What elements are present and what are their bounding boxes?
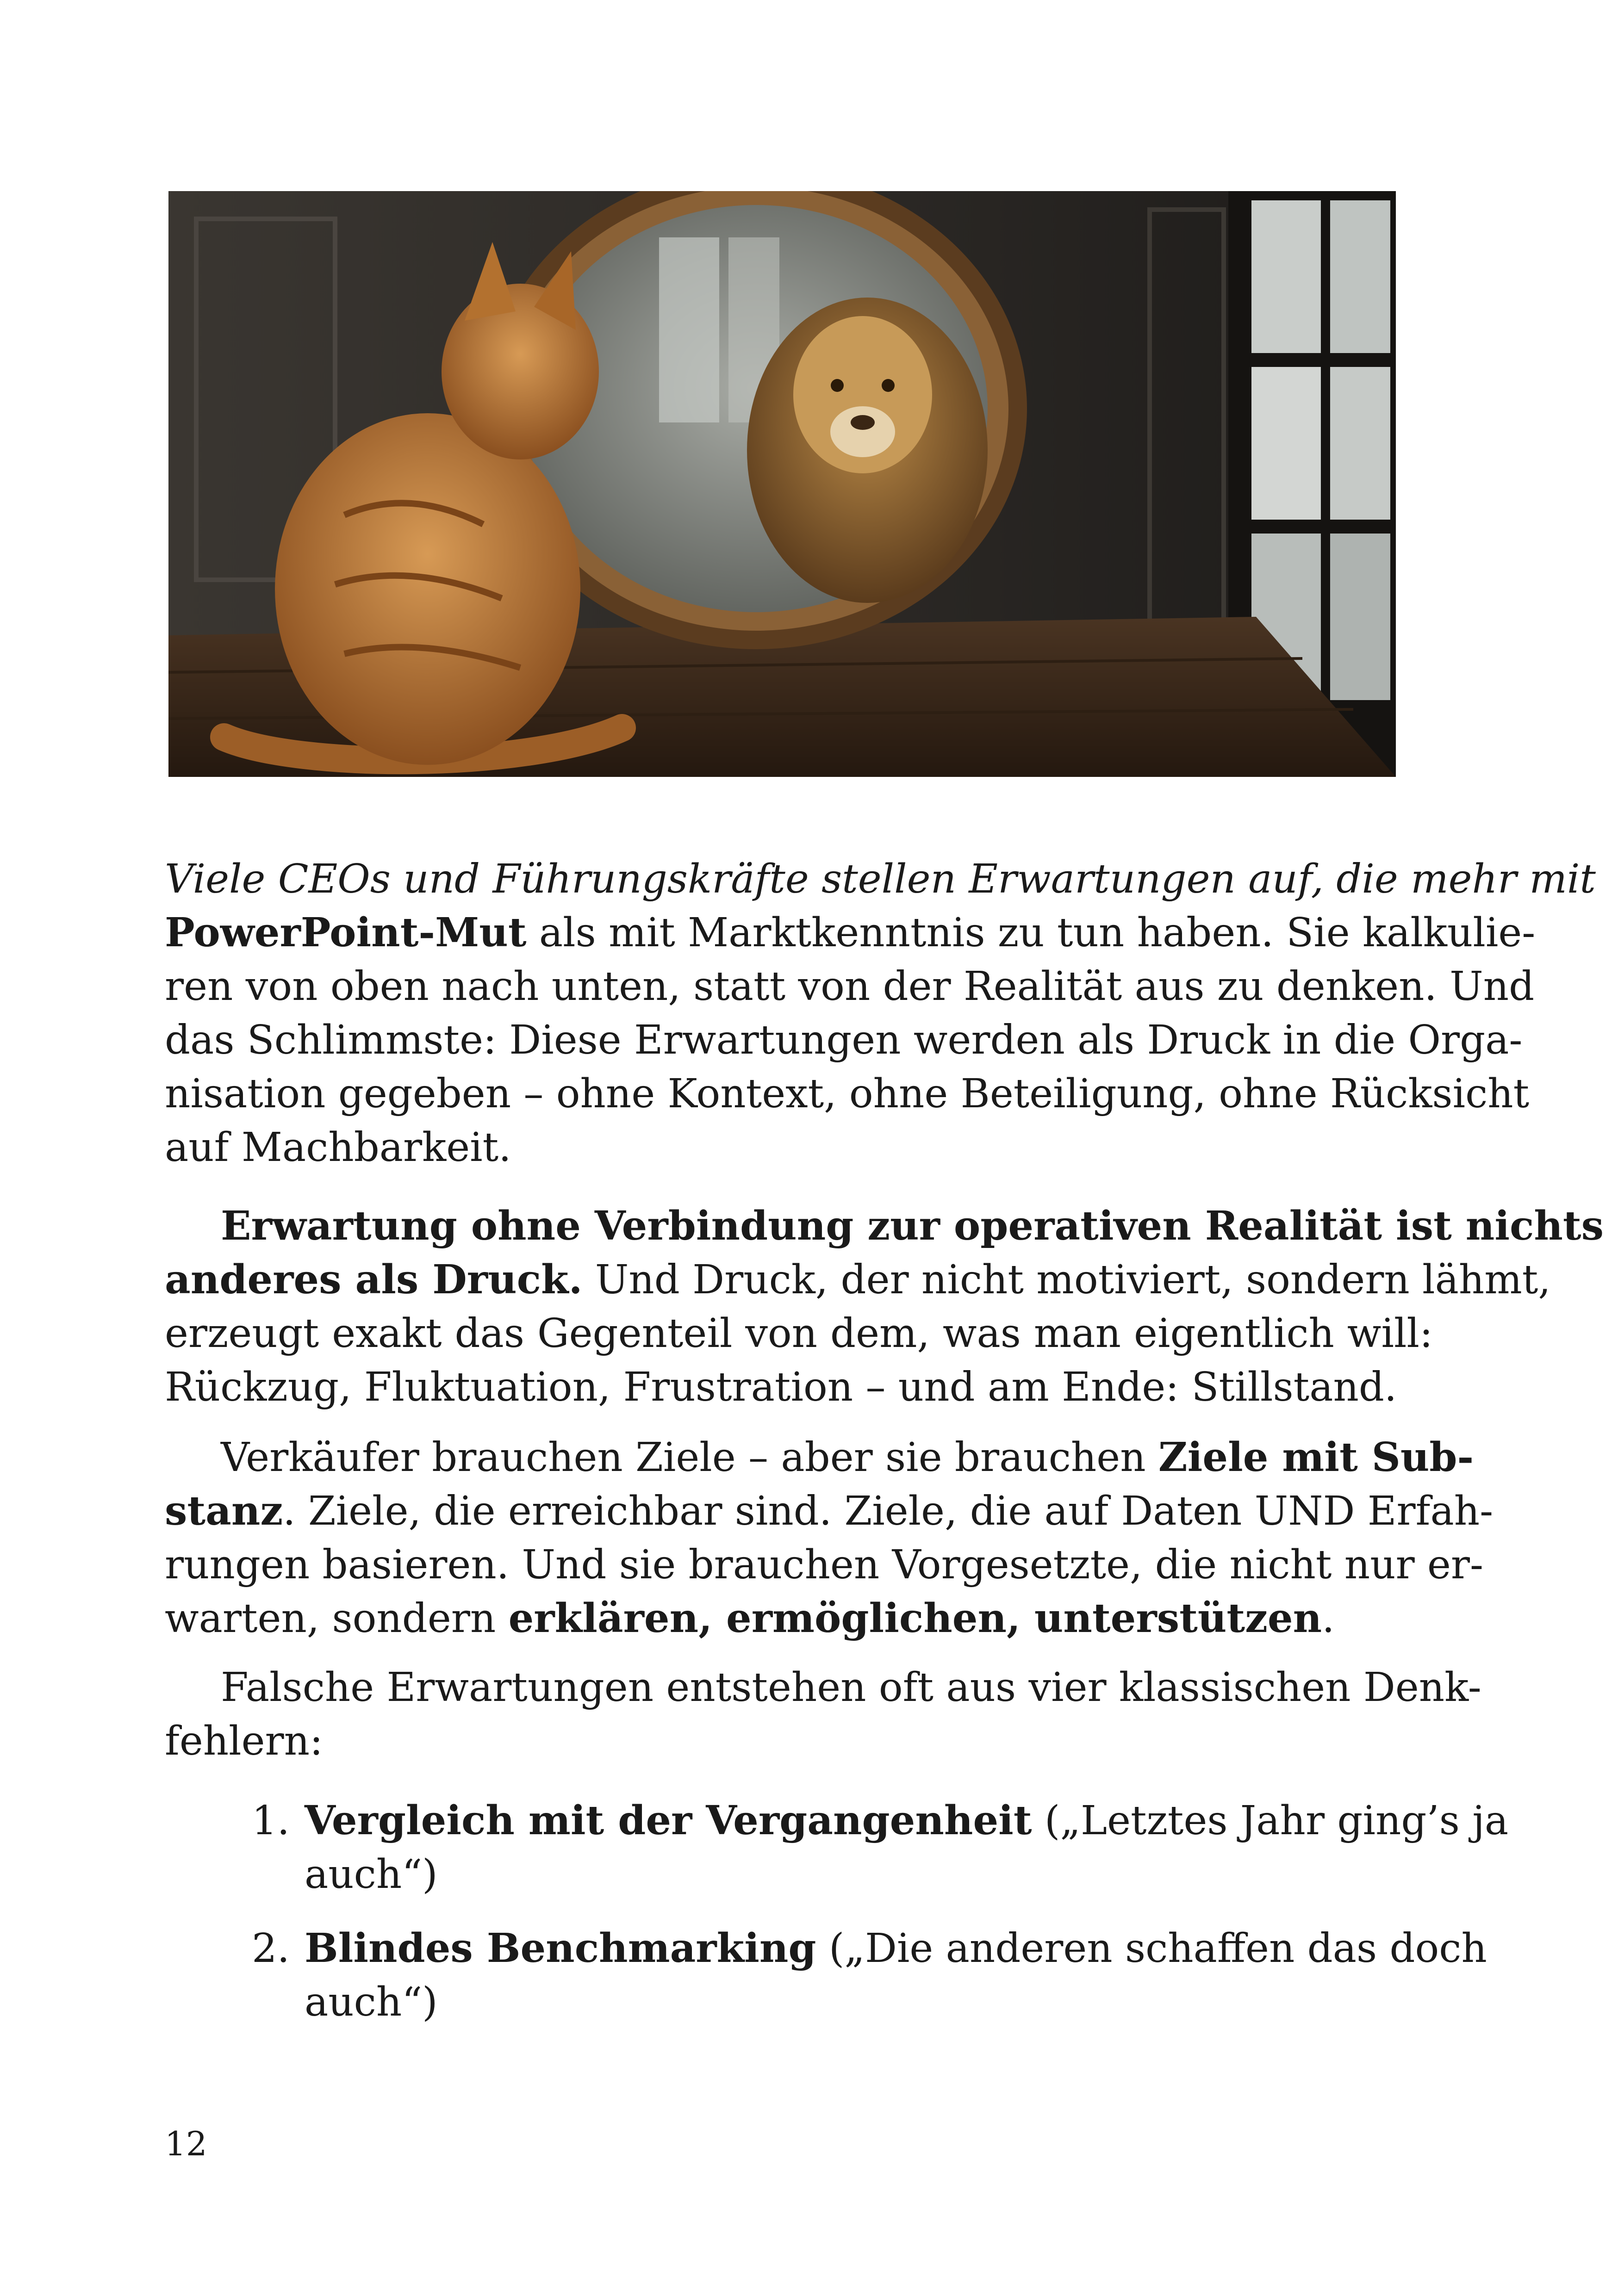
intro-line-2 bbox=[165, 906, 1536, 960]
list-item-rest: („Letztes Jahr ging’s ja bbox=[1032, 1798, 1509, 1844]
powerpoint-mut-bold: PowerPoint-Mut bbox=[165, 909, 527, 956]
denkfehler-line-1: Falsche Erwartungen entstehen oft aus vier klassischen Denk- bbox=[221, 1664, 1481, 1711]
intro-line-3: ren von oben nach unten, statt von der Realität aus zu denken. Und bbox=[165, 963, 1535, 1010]
list-item-text bbox=[305, 1922, 1487, 2029]
ziele-line-4-text: warten, sondern bbox=[165, 1595, 509, 1642]
list-item-rest: („Die anderen schaffen das doch bbox=[816, 1925, 1487, 1972]
druck-line-2 bbox=[165, 1253, 1551, 1307]
ziele-line-4 bbox=[165, 1592, 1433, 1645]
ziele-line-1-text: Verkäufer brauchen Ziele – aber sie brauchen bbox=[221, 1434, 1158, 1481]
ziele-bold-2: stanz bbox=[165, 1488, 283, 1534]
intro-italic-text: Viele CEOs und Führungskräfte stellen Erwartungen auf, die mehr mit bbox=[165, 856, 1596, 902]
ziele-line-2 bbox=[165, 1484, 1494, 1538]
druck-line-3: erzeugt exakt das Gegenteil von dem, was man eigentlich will: bbox=[165, 1310, 1433, 1357]
intro-line-2-text: als mit Marktkenntnis zu tun haben. Sie kalkulie- bbox=[526, 910, 1536, 956]
ziele-line-3: rungen basieren. Und sie brauchen Vorgesetzte, die nicht nur er- bbox=[165, 1542, 1484, 1588]
list-item-line-1 bbox=[305, 1922, 1487, 1975]
list-item-line-1 bbox=[305, 1794, 1509, 1848]
ziele-line-1 bbox=[165, 1431, 1474, 1484]
druck-bold-2: anderes als Druck. bbox=[165, 1256, 583, 1303]
druck-line-4: Rückzug, Fluktuation, Frustration – und am Ende: Stillstand. bbox=[165, 1364, 1397, 1410]
list-item-text bbox=[305, 1794, 1509, 1901]
ziele-line-4-end: . bbox=[1322, 1595, 1335, 1642]
intro-line-5: nisation gegeben – ohne Kontext, ohne Beteiligung, ohne Rücksicht bbox=[165, 1071, 1530, 1117]
druck-line-2-text: Und Druck, der nicht motiviert, sondern lähmt, bbox=[582, 1257, 1551, 1303]
druck-bold-1: Erwartung ohne Verbindung zur operativen Realität ist nichts bbox=[221, 1203, 1604, 1249]
list-item-bold: Blindes Benchmarking bbox=[305, 1925, 816, 1972]
ziele-bold-3: erklären, ermöglichen, unterstützen bbox=[508, 1595, 1322, 1642]
page-number: 12 bbox=[165, 2124, 207, 2163]
paragraph-druck bbox=[165, 1199, 1604, 1414]
paragraph-ziele bbox=[165, 1431, 1494, 1645]
paragraph-denkfehler bbox=[165, 1661, 1481, 1768]
list-number: 2. bbox=[251, 1925, 290, 1972]
list-number: 1. bbox=[251, 1798, 290, 1844]
ziele-bold-1: Ziele mit Sub- bbox=[1158, 1434, 1474, 1481]
ziele-line-2-text: . Ziele, die erreichbar sind. Ziele, die auf Daten UND Erfah- bbox=[283, 1488, 1494, 1534]
cat-lion-mirror-illustration bbox=[168, 191, 1396, 777]
denkfehler-line-2: fehlern: bbox=[165, 1718, 323, 1764]
list-item-line-2: auch“) bbox=[305, 1979, 438, 2025]
intro-line-6: auf Machbarkeit. bbox=[165, 1124, 511, 1171]
lion-reflection bbox=[747, 298, 988, 603]
intro-line-4: das Schlimmste: Diese Erwartungen werden als Druck in die Orga- bbox=[165, 1017, 1523, 1063]
list-item-line-2: auch“) bbox=[305, 1851, 438, 1898]
druck-line-1 bbox=[165, 1199, 1604, 1253]
intro-line-1 bbox=[165, 852, 1596, 906]
paragraph-intro bbox=[165, 852, 1596, 1174]
list-item-bold: Vergleich mit der Vergangenheit bbox=[305, 1797, 1032, 1844]
